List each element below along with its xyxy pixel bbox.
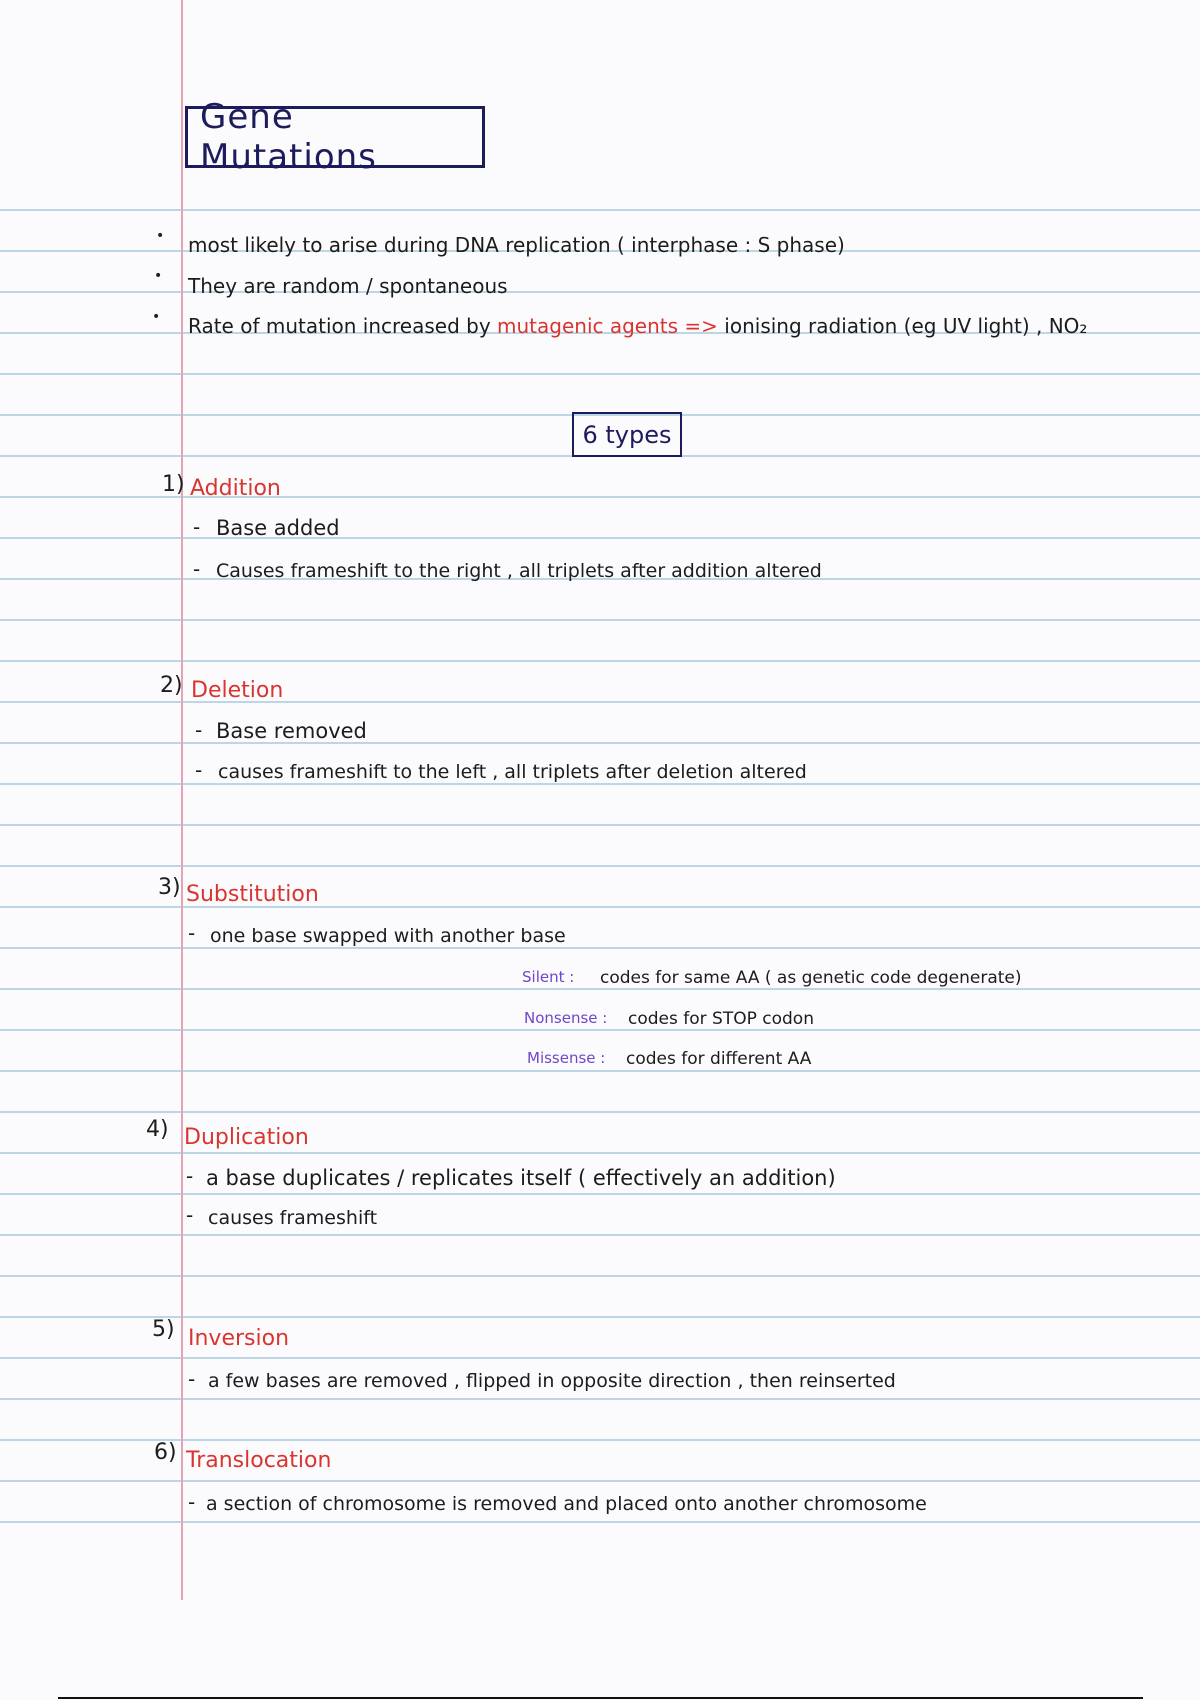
subtype-desc-silent: codes for same AA ( as genetic code degenerate) [600, 968, 1022, 988]
intro-bullet-1: most likely to arise during DNA replication ( interphase : S phase) [188, 233, 845, 257]
page-title: Gene Mutations [200, 97, 377, 177]
type-number: 1) [162, 472, 185, 497]
type-heading-addition: Addition [190, 476, 281, 501]
type-number: 6) [154, 1440, 177, 1465]
type-number: 5) [152, 1317, 175, 1342]
duplication-point-2: causes frameshift [208, 1207, 378, 1229]
type-heading-translocation: Translocation [186, 1448, 332, 1473]
margin-line [181, 0, 183, 1600]
substitution-point-1: one base swapped with another base [210, 925, 566, 947]
intro-bullet-3 [188, 314, 1087, 338]
mutagenic-agents-highlight: mutagenic agents => [497, 314, 718, 338]
type-number: 4) [146, 1117, 169, 1142]
dash: - [186, 1164, 194, 1188]
intro-bullet-3-before: Rate of mutation increased by [188, 314, 498, 338]
dash: - [195, 718, 203, 742]
intro-bullet-3-after: ionising radiation (eg UV light) , NO₂ [717, 314, 1088, 338]
type-number: 2) [160, 673, 183, 698]
type-heading-deletion: Deletion [191, 678, 284, 703]
title-box [185, 97, 485, 177]
type-heading-duplication: Duplication [184, 1125, 309, 1150]
addition-point-2: Causes frameshift to the right , all triplets after addition altered [216, 560, 822, 582]
inversion-point-1: a few bases are removed , flipped in opposite direction , then reinserted [208, 1370, 896, 1392]
subtype-label-silent: Silent : [522, 968, 575, 986]
intro-bullet-2: They are random / spontaneous [188, 274, 508, 298]
deletion-point-2: causes frameshift to the left , all triplets after deletion altered [218, 761, 807, 783]
type-heading-inversion: Inversion [188, 1326, 290, 1351]
dash: - [188, 921, 196, 945]
subtype-label-missense: Missense : [527, 1049, 606, 1067]
bullet-dot: • [154, 268, 163, 284]
dash: - [186, 1203, 194, 1227]
subtype-label-nonsense: Nonsense : [524, 1009, 608, 1027]
bullet-dot: • [156, 228, 165, 244]
types-label: 6 types [582, 420, 672, 449]
dash: - [193, 515, 201, 539]
dash: - [193, 557, 201, 581]
type-heading-substitution: Substitution [186, 882, 319, 907]
subtype-desc-nonsense: codes for STOP codon [628, 1009, 814, 1029]
dash: - [195, 758, 203, 782]
type-number: 3) [158, 875, 181, 900]
bullet-dot: • [152, 309, 161, 325]
translocation-point-1: a section of chromosome is removed and placed onto another chromosome [206, 1493, 927, 1515]
duplication-point-1: a base duplicates / replicates itself ( effectively an addition) [206, 1166, 836, 1190]
bottom-rule [58, 1697, 1143, 1699]
dash: - [188, 1490, 196, 1514]
dash: - [188, 1367, 196, 1391]
subtype-desc-missense: codes for different AA [626, 1049, 812, 1069]
deletion-point-1: Base removed [216, 719, 367, 743]
addition-point-1: Base added [216, 516, 340, 540]
types-box [572, 412, 682, 457]
